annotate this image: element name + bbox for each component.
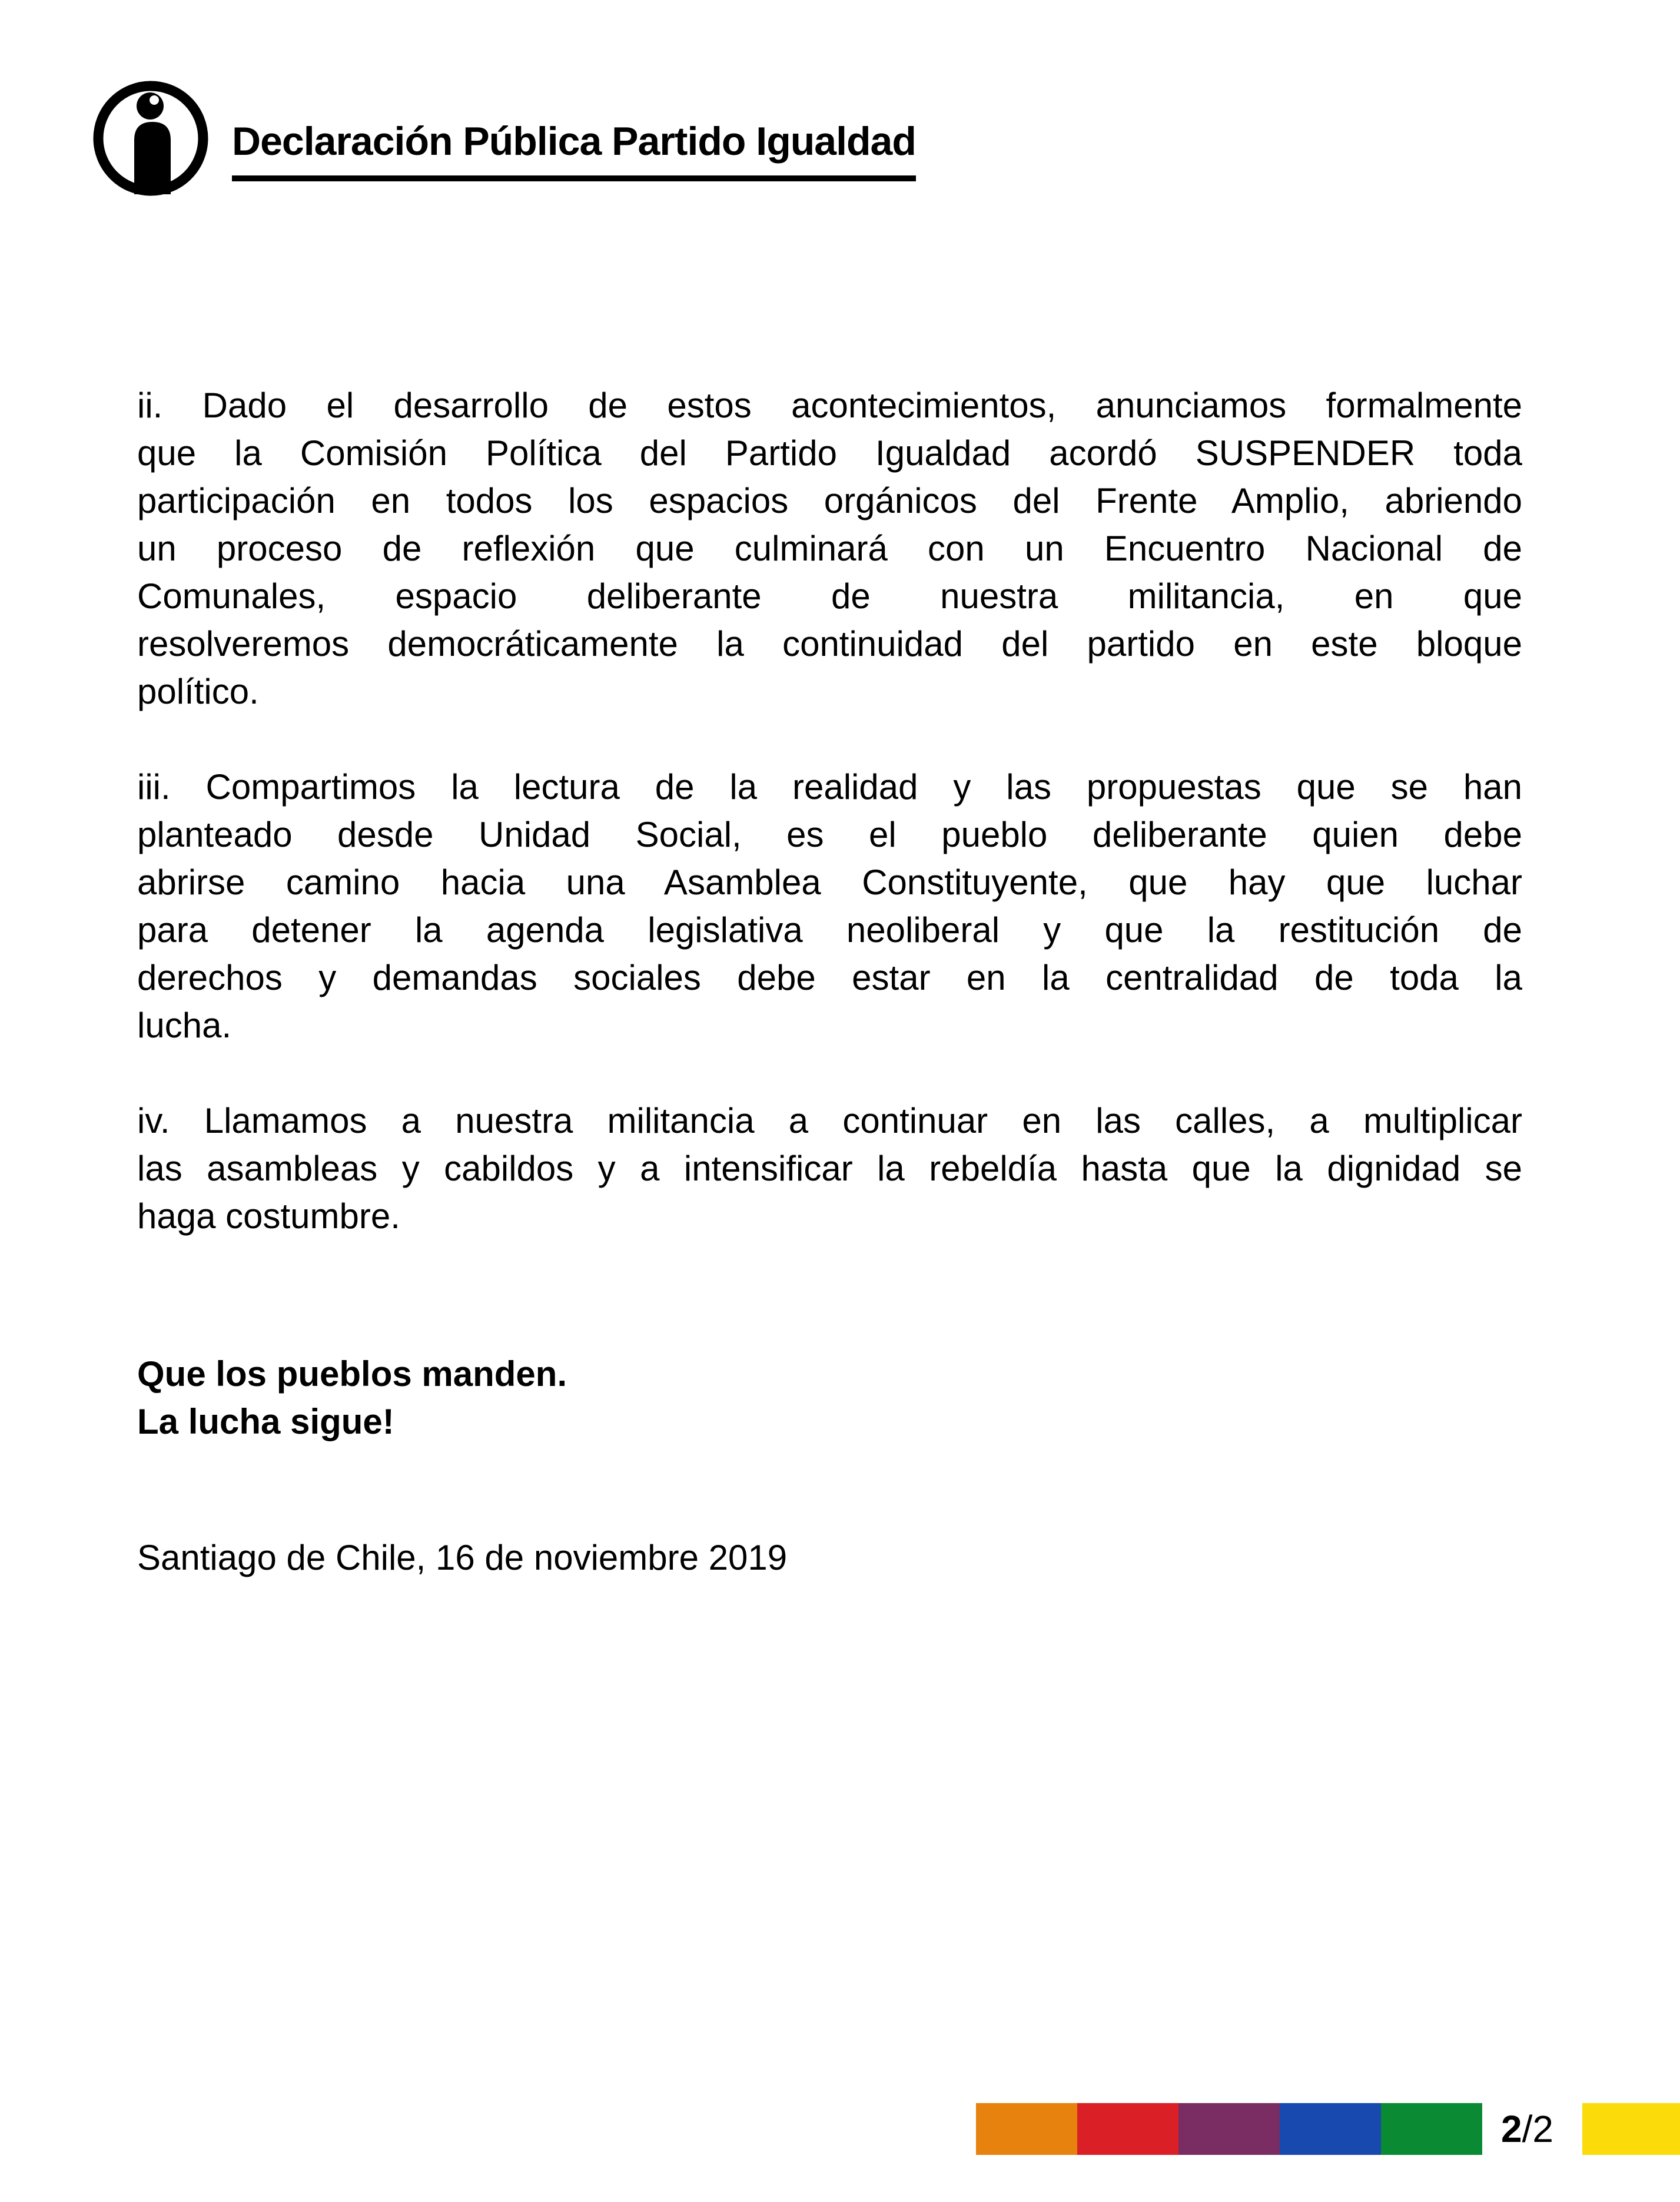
footer [976,2103,1553,2155]
footer-accent-bar [1582,2103,1680,2155]
footer-color-square [1077,2103,1178,2155]
paragraph-line: que la Comisión Política del Partido Igualdad acordó SUSPENDER toda [137,433,1522,473]
page-number-separator: / [1522,2108,1533,2150]
paragraph-line: ii. Dado el desarrollo de estos acontecimientos, anunciamos formalmente [137,386,1522,425]
paragraph-line: lucha. [137,1006,232,1045]
dateline: Santiago de Chile, 16 de noviembre 2019 [137,1538,788,1577]
closing-line: Que los pueblos manden. [137,1354,567,1394]
footer-color-square [976,2103,1077,2155]
footer-color-square [1381,2103,1482,2155]
footer-color-bar [976,2103,1482,2155]
document-body [137,382,1522,1240]
page-number-current: 2 [1501,2108,1522,2150]
closing-block [137,1350,567,1445]
paragraph-line: abrirse camino hacia una Asamblea Constituyente, que hay que luchar [137,863,1522,902]
paragraph-line: planteado desde Unidad Social, es el pueblo deliberante quien debe [137,815,1522,854]
paragraph-line: político. [137,672,259,711]
paragraph-line: iii. Compartimos la lectura de la realidad y las propuestas que se han [137,767,1522,807]
paragraph [137,763,1522,1049]
paragraph-line: las asambleas y cabildos y a intensificar la rebeldía hasta que la dignidad se [137,1149,1522,1188]
paragraph [137,382,1522,715]
paragraph-line: resolveremos democráticamente la continuidad del partido en este bloque [137,624,1522,664]
paragraph-line: Comunales, espacio deliberante de nuestra militancia, en que [137,576,1522,616]
paragraph-line: derechos y demandas sociales debe estar en la centralidad de toda la [137,958,1522,997]
paragraph-line: para detener la agenda legislativa neoliberal y que la restitución de [137,910,1522,950]
paragraph-line: iv. Llamamos a nuestra militancia a continuar en las calles, a multiplicar [137,1101,1522,1140]
paragraph [137,1097,1522,1240]
paragraph-line: un proceso de reflexión que culminará con un Encuentro Nacional de [137,529,1522,568]
page-number-total: 2 [1532,2108,1553,2150]
closing-line: La lucha sigue! [137,1402,394,1441]
footer-color-square [1280,2103,1381,2155]
page-title: Declaración Pública Partido Igualdad [232,113,916,181]
paragraph-line: participación en todos los espacios orgánicos del Frente Amplio, abriendo [137,481,1522,520]
paragraph-line: haga costumbre. [137,1196,400,1236]
party-logo-icon [93,81,208,196]
page-number [1501,2103,1553,2155]
footer-color-square [1178,2103,1280,2155]
